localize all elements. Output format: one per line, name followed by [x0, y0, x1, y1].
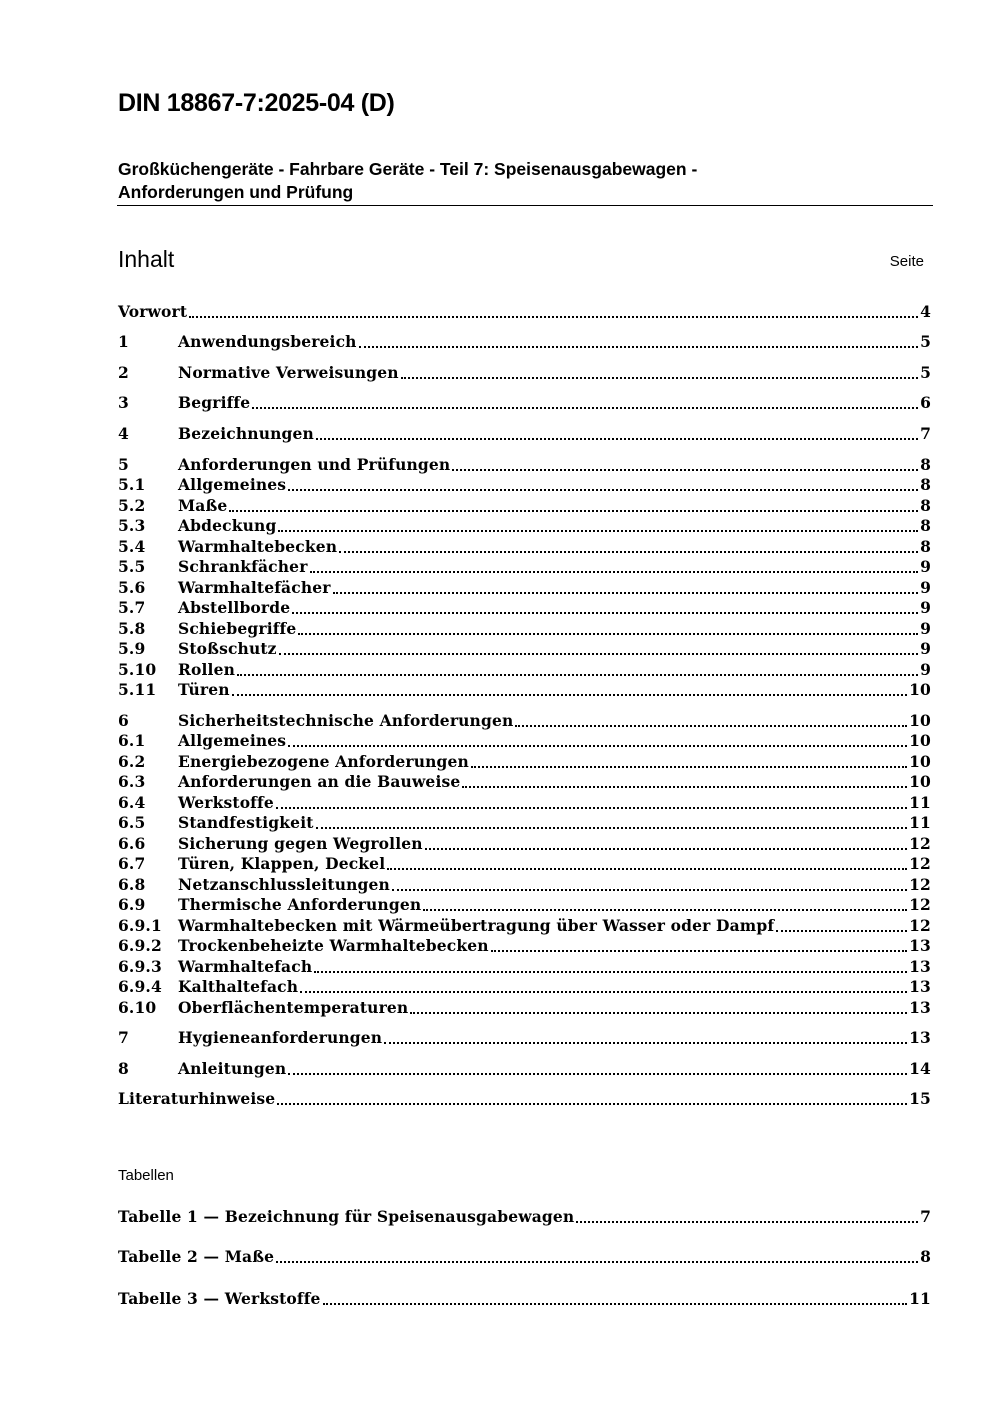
toc-entry-title: Energiebezogene Anforderungen: [178, 752, 469, 771]
toc-entry[interactable]: [118, 711, 931, 731]
dot-leader: [462, 786, 907, 788]
toc-entry-page: 5: [920, 363, 931, 382]
toc-entry-number: 6.10: [118, 998, 157, 1017]
toc-entry-page: 12: [909, 895, 931, 914]
toc-entry-page: 13: [909, 977, 931, 996]
dot-leader: [310, 571, 919, 573]
toc-entry-title: Standfestigkeit: [178, 813, 314, 832]
toc-entry-number: 5.10: [118, 660, 157, 679]
dot-leader: [292, 612, 918, 614]
toc-entry[interactable]: [118, 813, 931, 833]
toc-entry-number: 5.7: [118, 598, 146, 617]
dot-leader: [333, 592, 918, 594]
toc-entry[interactable]: [118, 957, 931, 977]
toc-entry-page: 8: [920, 496, 931, 515]
toc-entry-title: Bezeichnungen: [178, 424, 314, 443]
toc-entry-title: Begriffe: [178, 393, 251, 412]
toc-entry[interactable]: [118, 998, 931, 1018]
toc-entry-page: 9: [920, 639, 931, 658]
toc-entry-page: 13: [909, 998, 931, 1017]
toc-entry[interactable]: [118, 393, 931, 413]
toc-entry-number: 6.6: [118, 834, 146, 853]
toc-entry-page: 8: [920, 455, 931, 474]
toc-entry-page: 6: [920, 393, 931, 412]
toc-entry-number: 6.2: [118, 752, 146, 771]
toc-entry-title: Warmhaltebecken mit Wärmeübertragung über Wasser oder Dampf: [178, 916, 775, 935]
toc-entry-page: 4: [920, 302, 931, 321]
toc-entry-title: Abdeckung: [178, 516, 277, 535]
dot-leader: [276, 1261, 918, 1263]
dot-leader: [237, 674, 918, 676]
toc-entry-page: 10: [909, 711, 931, 730]
toc-entry-page: 5: [920, 332, 931, 351]
toc-entry-page: 9: [920, 578, 931, 597]
toc-entry-page: 8: [920, 1247, 931, 1266]
toc-entry-page: 13: [909, 957, 931, 976]
document-id: DIN 18867-7:2025-04 (D): [118, 89, 395, 117]
toc-entry-title: Rollen: [178, 660, 236, 679]
toc-entry-title: Normative Verweisungen: [178, 363, 399, 382]
toc-entry-title: Türen, Klappen, Deckel: [178, 854, 386, 873]
dot-leader: [279, 653, 918, 655]
toc-entry-page: 7: [920, 1207, 931, 1226]
page-column-label: Seite: [889, 253, 924, 270]
toc-entry[interactable]: [118, 619, 931, 639]
dot-leader: [232, 694, 907, 696]
toc-entry-number: 3: [118, 393, 129, 412]
toc-entry[interactable]: [118, 516, 931, 536]
toc-entry-number: 1: [118, 332, 129, 351]
dot-leader: [425, 848, 907, 850]
toc-entry-title: Hygieneanforderungen: [178, 1028, 383, 1047]
toc-entry[interactable]: [118, 793, 931, 813]
toc-entry[interactable]: [118, 1028, 931, 1048]
toc-entry[interactable]: [118, 680, 931, 700]
dot-leader: [392, 889, 907, 891]
dot-leader: [452, 469, 918, 471]
toc-entry-number: 5.4: [118, 537, 146, 556]
toc-entry[interactable]: [118, 1089, 931, 1109]
toc-entry[interactable]: [118, 578, 931, 598]
dot-leader: [491, 950, 907, 952]
toc-entry-title: Türen: [178, 680, 230, 699]
dot-leader: [314, 971, 907, 973]
toc-entry[interactable]: [118, 854, 931, 874]
dot-leader: [316, 438, 918, 440]
toc-entry-page: 9: [920, 619, 931, 638]
toc-entry[interactable]: [118, 731, 931, 751]
toc-entry-number: 6.9.3: [118, 957, 162, 976]
toc-entry[interactable]: [118, 772, 931, 792]
dot-leader: [423, 909, 907, 911]
dot-leader: [189, 316, 918, 318]
toc-entry-title: Schiebegriffe: [178, 619, 297, 638]
toc-entry-page: 9: [920, 557, 931, 576]
toc-entry-number: 5.9: [118, 639, 146, 658]
toc-entry-title: Stoßschutz: [178, 639, 277, 658]
toc-entry[interactable]: [118, 363, 931, 383]
toc-entry-number: 6.5: [118, 813, 146, 832]
toc-entry-title: Warmhaltebecken: [178, 537, 338, 556]
toc-entry[interactable]: [118, 834, 931, 854]
document-subtitle-line-2: Anforderungen und Prüfung: [118, 182, 354, 202]
toc-entry-page: 11: [909, 813, 931, 832]
dot-leader: [298, 633, 918, 635]
toc-entry-title: Netzanschlussleitungen: [178, 875, 390, 894]
toc-entry-page: 13: [909, 936, 931, 955]
dot-leader: [288, 489, 918, 491]
toc-entry-number: 5.5: [118, 557, 146, 576]
toc-entry-title: Anwendungsbereich: [178, 332, 357, 351]
dot-leader: [316, 827, 908, 829]
dot-leader: [401, 377, 918, 379]
toc-entry-number: 7: [118, 1028, 129, 1047]
toc-entry-title: Trockenbeheizte Warmhaltebecken: [178, 936, 489, 955]
toc-entry-number: 5.3: [118, 516, 146, 535]
toc-entry[interactable]: [118, 639, 931, 659]
toc-entry-page: 11: [909, 1289, 931, 1308]
toc-entry-number: 6.7: [118, 854, 146, 873]
toc-entry-title: Warmhaltefach: [178, 957, 313, 976]
dot-leader: [410, 1012, 907, 1014]
dot-leader: [300, 991, 907, 993]
toc-entry[interactable]: [118, 455, 931, 475]
toc-entry-title: Sicherung gegen Wegrollen: [178, 834, 423, 853]
toc-entry-number: 5.11: [118, 680, 157, 699]
toc-entry-page: 10: [909, 772, 931, 791]
dot-leader: [278, 530, 918, 532]
toc-entry-page: 11: [909, 793, 931, 812]
toc-entry-number: 6.9.4: [118, 977, 162, 996]
toc-entry-page: 10: [909, 680, 931, 699]
table-list-entry[interactable]: [118, 1207, 931, 1227]
toc-entry-number: 5: [118, 455, 129, 474]
toc-entry-number: 8: [118, 1059, 129, 1078]
toc-entry-title: Werkstoffe: [178, 793, 274, 812]
toc-entry[interactable]: [118, 895, 931, 915]
dot-leader: [229, 510, 918, 512]
table-list-entry[interactable]: [118, 1247, 931, 1267]
toc-entry-number: 6.9: [118, 895, 146, 914]
toc-entry[interactable]: [118, 598, 931, 618]
toc-entry-number: 5.2: [118, 496, 146, 515]
toc-entry-page: 9: [920, 660, 931, 679]
dot-leader: [276, 807, 907, 809]
document-subtitle-line-1: Großküchengeräte - Fahrbare Geräte - Teil 7: Speisenausgabewagen -: [118, 159, 698, 179]
toc-entry-title: Tabelle 2 — Maße: [118, 1247, 275, 1266]
toc-entry[interactable]: [118, 875, 931, 895]
toc-entry-title: Anforderungen an die Bauweise: [178, 772, 461, 791]
toc-entry-number: 6.9.1: [118, 916, 162, 935]
dot-leader: [359, 346, 918, 348]
dot-leader: [776, 930, 907, 932]
toc-entry-page: 12: [909, 854, 931, 873]
toc-entry-number: 6.3: [118, 772, 146, 791]
toc-entry-page: 12: [909, 875, 931, 894]
dot-leader: [576, 1221, 918, 1223]
toc-entry[interactable]: [118, 557, 931, 577]
toc-entry[interactable]: [118, 660, 931, 680]
dot-leader: [252, 407, 918, 409]
toc-entry-title: Anforderungen und Prüfungen: [178, 455, 451, 474]
dot-leader: [277, 1103, 907, 1105]
toc-entry-page: 9: [920, 598, 931, 617]
toc-entry-number: 5.6: [118, 578, 146, 597]
toc-entry-title: Maße: [178, 496, 228, 515]
toc-entry-number: 5.8: [118, 619, 146, 638]
dot-leader: [471, 766, 907, 768]
toc-entry-title: Vorwort: [118, 302, 188, 321]
toc-entry[interactable]: [118, 332, 931, 352]
toc-entry-number: 6.9.2: [118, 936, 162, 955]
toc-entry-number: 2: [118, 363, 129, 382]
toc-entry[interactable]: [118, 496, 931, 516]
toc-entry-number: 6.1: [118, 731, 146, 750]
toc-entry-page: 8: [920, 516, 931, 535]
toc-entry-number: 6.8: [118, 875, 146, 894]
toc-entry-title: Literaturhinweise: [118, 1089, 276, 1108]
dot-leader: [288, 745, 907, 747]
toc-entry-number: 6: [118, 711, 129, 730]
toc-entry[interactable]: [118, 1059, 931, 1079]
toc-entry-title: Thermische Anforderungen: [178, 895, 422, 914]
toc-entry[interactable]: [118, 977, 931, 997]
toc-entry-title: Schrankfächer: [178, 557, 308, 576]
toc-entry-title: Allgemeines: [178, 731, 287, 750]
table-list-entry[interactable]: [118, 1289, 931, 1309]
dot-leader: [339, 551, 918, 553]
toc-entry[interactable]: [118, 936, 931, 956]
toc-entry-page: 8: [920, 537, 931, 556]
toc-entry[interactable]: [118, 302, 931, 322]
toc-entry-title: Warmhaltefächer: [178, 578, 331, 597]
toc-entry-title: Abstellborde: [178, 598, 291, 617]
toc-heading: Inhalt: [118, 246, 175, 272]
toc-entry[interactable]: [118, 916, 931, 936]
toc-entry-page: 12: [909, 834, 931, 853]
toc-entry-page: 12: [909, 916, 931, 935]
dot-leader: [387, 868, 907, 870]
toc-entry-title: Kalthaltefach: [178, 977, 299, 996]
dot-leader: [323, 1303, 908, 1305]
toc-entry-title: Tabelle 1 — Bezeichnung für Speisenausgabewagen: [118, 1207, 575, 1226]
toc-entry[interactable]: [118, 537, 931, 557]
toc-entry-page: 10: [909, 731, 931, 750]
tables-section-label: Tabellen: [118, 1167, 174, 1184]
toc-entry-number: 6.4: [118, 793, 146, 812]
toc-entry-title: Tabelle 3 — Werkstoffe: [118, 1289, 321, 1308]
toc-entry-title: Sicherheitstechnische Anforderungen: [178, 711, 514, 730]
toc-entry-number: 5.1: [118, 475, 146, 494]
toc-entry-page: 8: [920, 475, 931, 494]
toc-entry[interactable]: [118, 424, 931, 444]
dot-leader: [515, 725, 907, 727]
toc-entry-title: Allgemeines: [178, 475, 287, 494]
dot-leader: [288, 1073, 907, 1075]
toc-entry[interactable]: [118, 475, 931, 495]
toc-entry-page: 14: [909, 1059, 931, 1078]
toc-entry-page: 13: [909, 1028, 931, 1047]
toc-entry-page: 10: [909, 752, 931, 771]
toc-entry-page: 7: [920, 424, 931, 443]
toc-entry-title: Anleitungen: [178, 1059, 287, 1078]
toc-entry[interactable]: [118, 752, 931, 772]
dot-leader: [384, 1042, 907, 1044]
toc-entry-page: 15: [909, 1089, 931, 1108]
title-divider: [117, 205, 933, 206]
toc-entry-title: Oberflächentemperaturen: [178, 998, 409, 1017]
toc-entry-number: 4: [118, 424, 129, 443]
